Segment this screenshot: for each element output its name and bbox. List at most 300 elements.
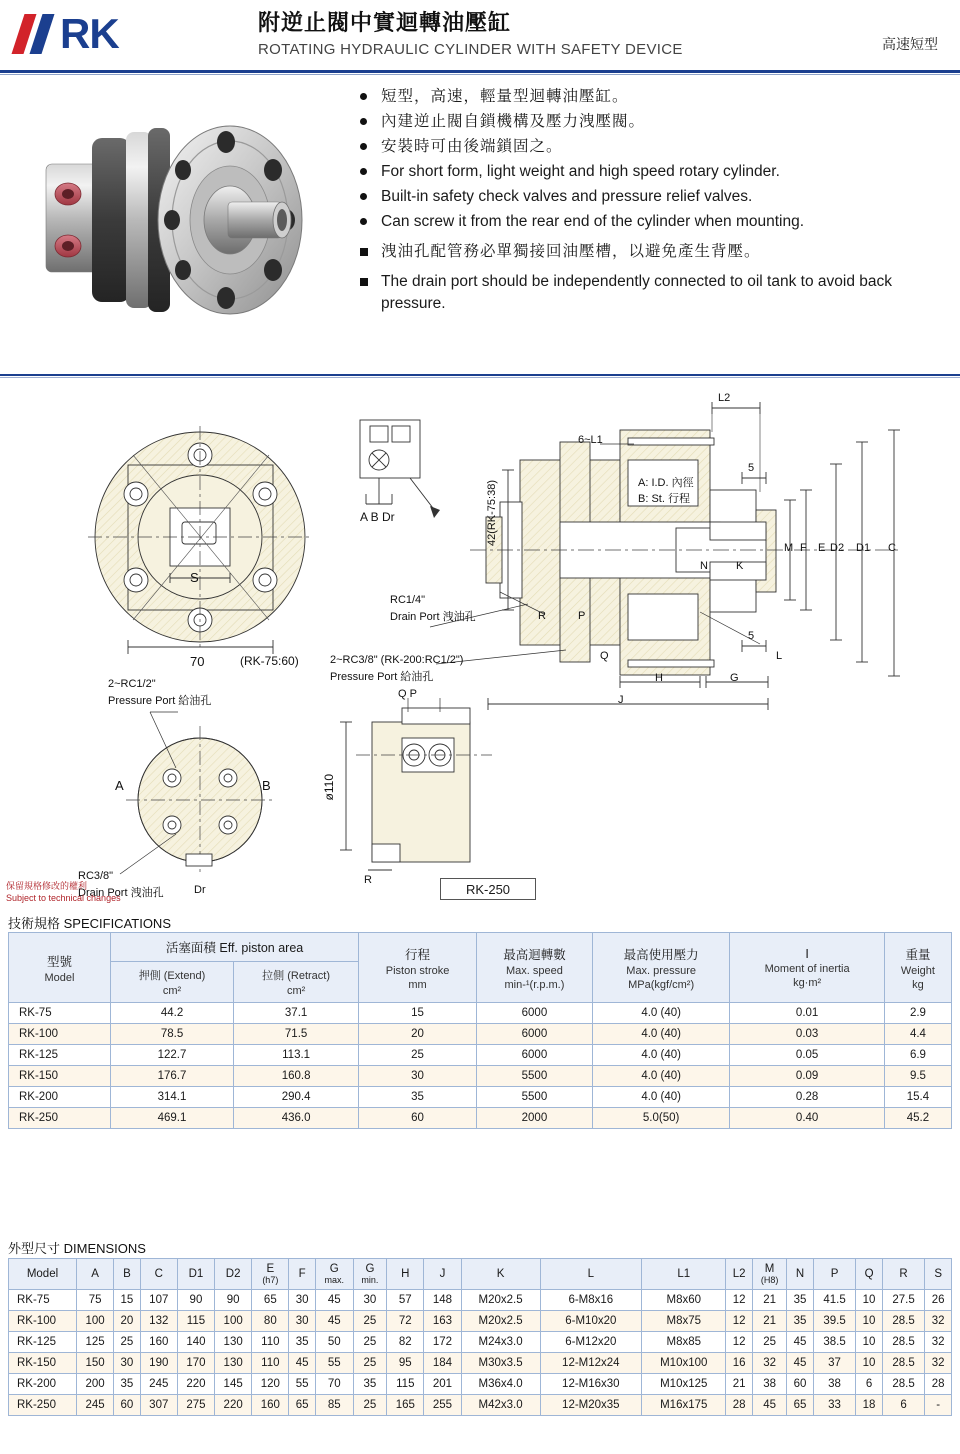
cell-extend: 44.2 [111, 1003, 234, 1024]
cell-L1: M16x175 [642, 1395, 726, 1416]
label-dr-rear: Dr [194, 884, 206, 896]
cell-A: 150 [77, 1353, 114, 1374]
cell-speed: 6000 [476, 1045, 592, 1066]
cell-A: 200 [77, 1374, 114, 1395]
table-row [9, 1332, 952, 1353]
table-row [9, 1045, 952, 1066]
feature-item [360, 211, 940, 233]
cell-R: 28.5 [882, 1374, 925, 1395]
cell-retract: 113.1 [234, 1045, 359, 1066]
cell-B: 30 [114, 1353, 140, 1374]
cell-model: RK-250 [9, 1395, 77, 1416]
cell-L2: 21 [726, 1374, 752, 1395]
brand-logo [14, 12, 119, 56]
cell-stroke: 30 [359, 1066, 477, 1087]
label-QP: Q P [398, 688, 417, 700]
feature-item [360, 136, 940, 158]
cell-inertia: 0.05 [730, 1045, 885, 1066]
cell-M: 25 [752, 1332, 786, 1353]
cell-retract: 160.8 [234, 1066, 359, 1087]
dim-label-5-bottom: 5 [748, 630, 755, 642]
dim-label-G: G [730, 672, 739, 684]
dim-col-R: R [882, 1259, 925, 1290]
dim-label-H: H [655, 672, 663, 684]
label-id: A: I.D. 內徑 [638, 477, 694, 489]
cell-K: M36x4.0 [461, 1374, 540, 1395]
cell-F: 55 [289, 1374, 315, 1395]
cell-model: RK-150 [9, 1066, 111, 1087]
spec-col-speed: 最高迴轉數 Max. speed min-¹(r.p.m.) [476, 933, 592, 1003]
dim-label-L2: L2 [718, 392, 731, 404]
cell-G-min: 25 [353, 1311, 387, 1332]
spec-col-retract: 拉側 (Retract) cm² [234, 962, 359, 1003]
cell-retract: 436.0 [234, 1108, 359, 1129]
page-title-cn: 附逆止閥中實迴轉油壓缸 [258, 10, 512, 35]
bullet-dot-icon [360, 93, 367, 100]
dim-col-B: B [114, 1259, 140, 1290]
cell-M: 21 [752, 1290, 786, 1311]
cell-model: RK-125 [9, 1045, 111, 1066]
feature-text: Can screw it from the rear end of the cylinder when mounting. [381, 213, 805, 230]
cell-E: 110 [252, 1332, 289, 1353]
dim-label-K: K [736, 560, 744, 572]
spec-col-extend: 押側 (Extend) cm² [111, 962, 234, 1003]
cell-H: 165 [387, 1395, 424, 1416]
feature-item [360, 186, 940, 208]
feature-text: For short form, light weight and high speed rotary cylinder. [381, 163, 780, 180]
title-block [258, 6, 683, 58]
cell-G-max: 45 [315, 1311, 353, 1332]
cell-J: 172 [424, 1332, 461, 1353]
drawing-caption-rk250: RK-250 [440, 878, 536, 900]
cell-Q: 10 [856, 1290, 882, 1311]
cell-L2: 12 [726, 1311, 752, 1332]
dim-label-F: F [800, 542, 807, 554]
cell-D1: 140 [177, 1332, 214, 1353]
cell-stroke: 60 [359, 1108, 477, 1129]
cell-L: 6-M8x16 [540, 1290, 642, 1311]
cell-D1: 115 [177, 1311, 214, 1332]
cell-speed: 6000 [476, 1003, 592, 1024]
label-pressure-port-top: Pressure Port 給油孔 [330, 671, 434, 683]
cell-J: 148 [424, 1290, 461, 1311]
technical-drawings [0, 382, 960, 902]
cell-H: 115 [387, 1374, 424, 1395]
cell-G-min: 25 [353, 1353, 387, 1374]
cell-A: 245 [77, 1395, 114, 1416]
dim-col-G-min: G min. [353, 1259, 387, 1290]
cell-extend: 78.5 [111, 1024, 234, 1045]
dim-label-6L1: 6~L1 [578, 434, 603, 446]
cell-pressure: 4.0 (40) [592, 1003, 729, 1024]
logo-text: RK [60, 10, 119, 57]
cell-Q: 18 [856, 1395, 882, 1416]
cell-F: 30 [289, 1311, 315, 1332]
dim-col-Q: Q [856, 1259, 882, 1290]
cell-R: 28.5 [882, 1353, 925, 1374]
cell-model: RK-200 [9, 1087, 111, 1108]
cell-D1: 170 [177, 1353, 214, 1374]
cell-H: 72 [387, 1311, 424, 1332]
cell-F: 65 [289, 1395, 315, 1416]
cell-N: 60 [787, 1374, 813, 1395]
dim-col-P: P [813, 1259, 856, 1290]
cell-N: 35 [787, 1311, 813, 1332]
cell-stroke: 25 [359, 1045, 477, 1066]
cell-L: 6-M10x20 [540, 1311, 642, 1332]
cell-D1: 90 [177, 1290, 214, 1311]
cell-N: 35 [787, 1290, 813, 1311]
cell-Q: 10 [856, 1332, 882, 1353]
cell-speed: 5500 [476, 1066, 592, 1087]
cell-S: - [925, 1395, 952, 1416]
cell-B: 60 [114, 1395, 140, 1416]
cell-R: 28.5 [882, 1332, 925, 1353]
cell-pressure: 4.0 (40) [592, 1087, 729, 1108]
dim-label-L: L [776, 650, 783, 662]
cell-stroke: 20 [359, 1024, 477, 1045]
cell-inertia: 0.09 [730, 1066, 885, 1087]
cell-D2: 130 [215, 1353, 252, 1374]
table-row [9, 1108, 952, 1129]
table-row [9, 1311, 952, 1332]
cell-P: 41.5 [813, 1290, 856, 1311]
cell-inertia: 0.01 [730, 1003, 885, 1024]
cell-L2: 12 [726, 1290, 752, 1311]
dim-label-C: C [888, 542, 896, 554]
cell-R: 27.5 [882, 1290, 925, 1311]
label-drain-port-rear: Drain Port 洩油孔 [78, 887, 164, 899]
cell-pressure: 4.0 (40) [592, 1045, 729, 1066]
cell-F: 35 [289, 1332, 315, 1353]
dim-col-L2: L2 [726, 1259, 752, 1290]
label-R-bottom: R [364, 874, 372, 886]
cell-P: 39.5 [813, 1311, 856, 1332]
label-port-B: B [262, 778, 271, 793]
spec-col-weight: 重量 Weight kg [884, 933, 951, 1003]
cell-retract: 71.5 [234, 1024, 359, 1045]
cell-model: RK-250 [9, 1108, 111, 1129]
cell-pressure: 4.0 (40) [592, 1066, 729, 1087]
cell-P: 33 [813, 1395, 856, 1416]
note-text: The drain port should be independently connected to oil tank to avoid back pressure. [381, 273, 892, 312]
dim-label-S: S [190, 570, 199, 585]
cell-S: 28 [925, 1374, 952, 1395]
cell-D2: 145 [215, 1374, 252, 1395]
cell-L1: M10x100 [642, 1353, 726, 1374]
cell-R: 6 [882, 1395, 925, 1416]
cell-speed: 2000 [476, 1108, 592, 1129]
label-rc14: RC1/4" [390, 594, 426, 606]
spec-col-pressure: 最高使用壓力 Max. pressure MPa(kgf/cm²) [592, 933, 729, 1003]
label-pressure-port-front: Pressure Port 給油孔 [108, 695, 212, 707]
cell-P: 38.5 [813, 1332, 856, 1353]
cell-L: 12-M16x30 [540, 1374, 642, 1395]
product-overview [0, 72, 960, 372]
table-row [9, 1003, 952, 1024]
cell-C: 190 [140, 1353, 177, 1374]
specifications-table [8, 932, 952, 1129]
cell-weight: 9.5 [884, 1066, 951, 1087]
cell-H: 57 [387, 1290, 424, 1311]
cell-E: 160 [252, 1395, 289, 1416]
dim-label-70: 70 [190, 654, 205, 669]
dim-label-J: J [618, 694, 624, 706]
cell-weight: 45.2 [884, 1108, 951, 1129]
spec-col-inertia: I Moment of inertia kg·m² [730, 933, 885, 1003]
dim-col-F: F [289, 1259, 315, 1290]
page-header [0, 0, 960, 72]
cell-L: 12-M12x24 [540, 1353, 642, 1374]
cell-weight: 4.4 [884, 1024, 951, 1045]
cell-speed: 6000 [476, 1024, 592, 1045]
cell-R: 28.5 [882, 1311, 925, 1332]
table-row [9, 1290, 952, 1311]
dim-label-P: P [578, 610, 586, 622]
cell-G-max: 45 [315, 1290, 353, 1311]
bullet-dot-icon [360, 193, 367, 200]
label-rc38: RC3/8" [78, 870, 114, 882]
dim-label-E: E [818, 542, 826, 554]
cell-C: 307 [140, 1395, 177, 1416]
cell-C: 132 [140, 1311, 177, 1332]
cell-G-min: 35 [353, 1374, 387, 1395]
cell-N: 45 [787, 1353, 813, 1374]
spec-col-model: 型號 Model [9, 933, 111, 1003]
label-stroke: B: St. 行程 [638, 493, 690, 505]
cell-weight: 6.9 [884, 1045, 951, 1066]
cell-B: 15 [114, 1290, 140, 1311]
cell-G-min: 25 [353, 1395, 387, 1416]
label-rk75-60: (RK-75:60) [240, 654, 299, 668]
cell-H: 82 [387, 1332, 424, 1353]
cell-G-max: 50 [315, 1332, 353, 1353]
cell-E: 65 [252, 1290, 289, 1311]
feature-item [360, 161, 940, 183]
cell-model: RK-100 [9, 1311, 77, 1332]
dim-col-M: M (H8) [752, 1259, 786, 1290]
cell-K: M20x2.5 [461, 1290, 540, 1311]
cell-M: 38 [752, 1374, 786, 1395]
cell-inertia: 0.28 [730, 1087, 885, 1108]
cell-F: 45 [289, 1353, 315, 1374]
cell-D2: 130 [215, 1332, 252, 1353]
dimensions-body [9, 1290, 952, 1416]
cell-inertia: 0.03 [730, 1024, 885, 1045]
dim-label-dia110: ø110 [322, 774, 336, 801]
table-row [9, 1087, 952, 1108]
cell-L: 6-M12x20 [540, 1332, 642, 1353]
cell-P: 37 [813, 1353, 856, 1374]
cell-stroke: 35 [359, 1087, 477, 1108]
cell-E: 120 [252, 1374, 289, 1395]
cell-G-max: 85 [315, 1395, 353, 1416]
dimensions-table [8, 1258, 952, 1416]
cell-K: M24x3.0 [461, 1332, 540, 1353]
cell-Q: 10 [856, 1353, 882, 1374]
cell-B: 35 [114, 1374, 140, 1395]
table-row [9, 1353, 952, 1374]
cell-A: 125 [77, 1332, 114, 1353]
bullet-dot-icon [360, 168, 367, 175]
cell-G-min: 30 [353, 1290, 387, 1311]
bullet-dot-icon [360, 118, 367, 125]
cell-C: 107 [140, 1290, 177, 1311]
cell-M: 32 [752, 1353, 786, 1374]
note-text: 洩油孔配管務必單獨接回油壓槽，以避免產生背壓。 [381, 243, 761, 260]
title-tag: 高速短型 [882, 36, 938, 52]
note-item [360, 271, 940, 315]
cell-model: RK-75 [9, 1290, 77, 1311]
cell-F: 30 [289, 1290, 315, 1311]
dim-col-E: E (h7) [252, 1259, 289, 1290]
dim-col-D1: D1 [177, 1259, 214, 1290]
cell-J: 163 [424, 1311, 461, 1332]
cell-pressure: 5.0(50) [592, 1108, 729, 1129]
cell-A: 100 [77, 1311, 114, 1332]
feature-item [360, 86, 940, 108]
cell-S: 32 [925, 1332, 952, 1353]
dim-col-C: C [140, 1259, 177, 1290]
dim-col-K: K [461, 1259, 540, 1290]
feature-text: Built-in safety check valves and pressure relief valves. [381, 188, 753, 205]
dim-label-5-top: 5 [748, 462, 755, 474]
dim-label-42: 42(RK-75:38) [486, 480, 498, 547]
cell-extend: 176.7 [111, 1066, 234, 1087]
dim-col-A: A [77, 1259, 114, 1290]
disclaimer-cn: 保留規格修改的權利 [6, 881, 88, 891]
cell-extend: 314.1 [111, 1087, 234, 1108]
disclaimer [6, 880, 121, 904]
cell-L1: M10x125 [642, 1374, 726, 1395]
cell-D2: 220 [215, 1395, 252, 1416]
label-pressure-port-rc38: 2~RC3/8" (RK-200:RC1/2") [330, 654, 464, 666]
cell-Q: 6 [856, 1374, 882, 1395]
cell-model: RK-100 [9, 1024, 111, 1045]
cell-L1: M8x75 [642, 1311, 726, 1332]
cell-D2: 100 [215, 1311, 252, 1332]
dim-col-N: N [787, 1259, 813, 1290]
feature-item [360, 111, 940, 133]
cell-S: 32 [925, 1311, 952, 1332]
label-drain-port-top: Drain Port 洩油孔 [390, 611, 476, 623]
cell-J: 255 [424, 1395, 461, 1416]
bullet-square-icon [360, 248, 368, 256]
dim-label-N: N [700, 560, 708, 572]
cell-C: 160 [140, 1332, 177, 1353]
cell-Q: 10 [856, 1311, 882, 1332]
cell-L2: 16 [726, 1353, 752, 1374]
cell-D1: 220 [177, 1374, 214, 1395]
page-title-en: ROTATING HYDRAULIC CYLINDER WITH SAFETY DEVICE [258, 41, 683, 58]
cell-D2: 90 [215, 1290, 252, 1311]
cell-S: 26 [925, 1290, 952, 1311]
cell-K: M30x3.5 [461, 1353, 540, 1374]
cell-N: 65 [787, 1395, 813, 1416]
cell-pressure: 4.0 (40) [592, 1024, 729, 1045]
cell-retract: 290.4 [234, 1087, 359, 1108]
table-row [9, 1024, 952, 1045]
cell-weight: 15.4 [884, 1087, 951, 1108]
cell-model: RK-125 [9, 1332, 77, 1353]
dim-col-H: H [387, 1259, 424, 1290]
table-row [9, 1395, 952, 1416]
feature-text: 安裝時可由後端鎖固之。 [381, 138, 563, 155]
dim-label-M: M [784, 542, 794, 554]
dim-col-J: J [424, 1259, 461, 1290]
cell-L: 12-M20x35 [540, 1395, 642, 1416]
cell-A: 75 [77, 1290, 114, 1311]
cell-P: 38 [813, 1374, 856, 1395]
cell-retract: 37.1 [234, 1003, 359, 1024]
bullet-dot-icon [360, 218, 367, 225]
dimensions-heading: 外型尺寸 DIMENSIONS [8, 1241, 146, 1256]
dim-label-R: R [538, 610, 546, 622]
cell-J: 201 [424, 1374, 461, 1395]
dim-label-Q: Q [600, 650, 609, 662]
cell-model: RK-150 [9, 1353, 77, 1374]
dim-col-G-max: G max. [315, 1259, 353, 1290]
cell-L2: 12 [726, 1332, 752, 1353]
cell-E: 80 [252, 1311, 289, 1332]
section-divider [0, 374, 960, 376]
specifications-body [9, 1003, 952, 1129]
cell-K: M42x3.0 [461, 1395, 540, 1416]
cell-E: 110 [252, 1353, 289, 1374]
cell-K: M20x2.5 [461, 1311, 540, 1332]
cell-N: 45 [787, 1332, 813, 1353]
label-schematic-ports: A B Dr [360, 510, 395, 524]
cell-speed: 5500 [476, 1087, 592, 1108]
disclaimer-en: Subject to technical changes [6, 893, 121, 903]
bullet-square-icon [360, 278, 368, 286]
cell-H: 95 [387, 1353, 424, 1374]
specifications-heading: 技術規格 SPECIFICATIONS [8, 916, 171, 931]
drawing-canvas [0, 382, 960, 902]
bullet-dot-icon [360, 143, 367, 150]
cell-S: 32 [925, 1353, 952, 1374]
cell-L2: 28 [726, 1395, 752, 1416]
product-photo [40, 98, 330, 328]
cell-model: RK-75 [9, 1003, 111, 1024]
cell-D1: 275 [177, 1395, 214, 1416]
note-item [360, 241, 940, 263]
cell-J: 184 [424, 1353, 461, 1374]
dim-label-D2: D2 [830, 542, 845, 554]
feature-text: 短型，高速，輕量型迴轉油壓缸。 [381, 88, 629, 105]
cell-model: RK-200 [9, 1374, 77, 1395]
product-photo-illustration [40, 98, 330, 328]
dim-col-S: S [925, 1259, 952, 1290]
cell-G-min: 25 [353, 1332, 387, 1353]
cell-stroke: 15 [359, 1003, 477, 1024]
cell-B: 20 [114, 1311, 140, 1332]
table-row [9, 1066, 952, 1087]
cell-G-max: 70 [315, 1374, 353, 1395]
dim-label-D1: D1 [856, 542, 871, 554]
dim-col-D2: D2 [215, 1259, 252, 1290]
cell-L1: M8x60 [642, 1290, 726, 1311]
spec-col-piston-area: 活塞面積 Eff. piston area [111, 933, 359, 962]
cell-extend: 469.1 [111, 1108, 234, 1129]
cell-B: 25 [114, 1332, 140, 1353]
label-rc12: 2~RC1/2" [108, 678, 156, 690]
cell-C: 245 [140, 1374, 177, 1395]
logo-slashes-icon [14, 12, 60, 56]
dim-col-model: Model [9, 1259, 77, 1290]
cell-M: 45 [752, 1395, 786, 1416]
cell-M: 21 [752, 1311, 786, 1332]
